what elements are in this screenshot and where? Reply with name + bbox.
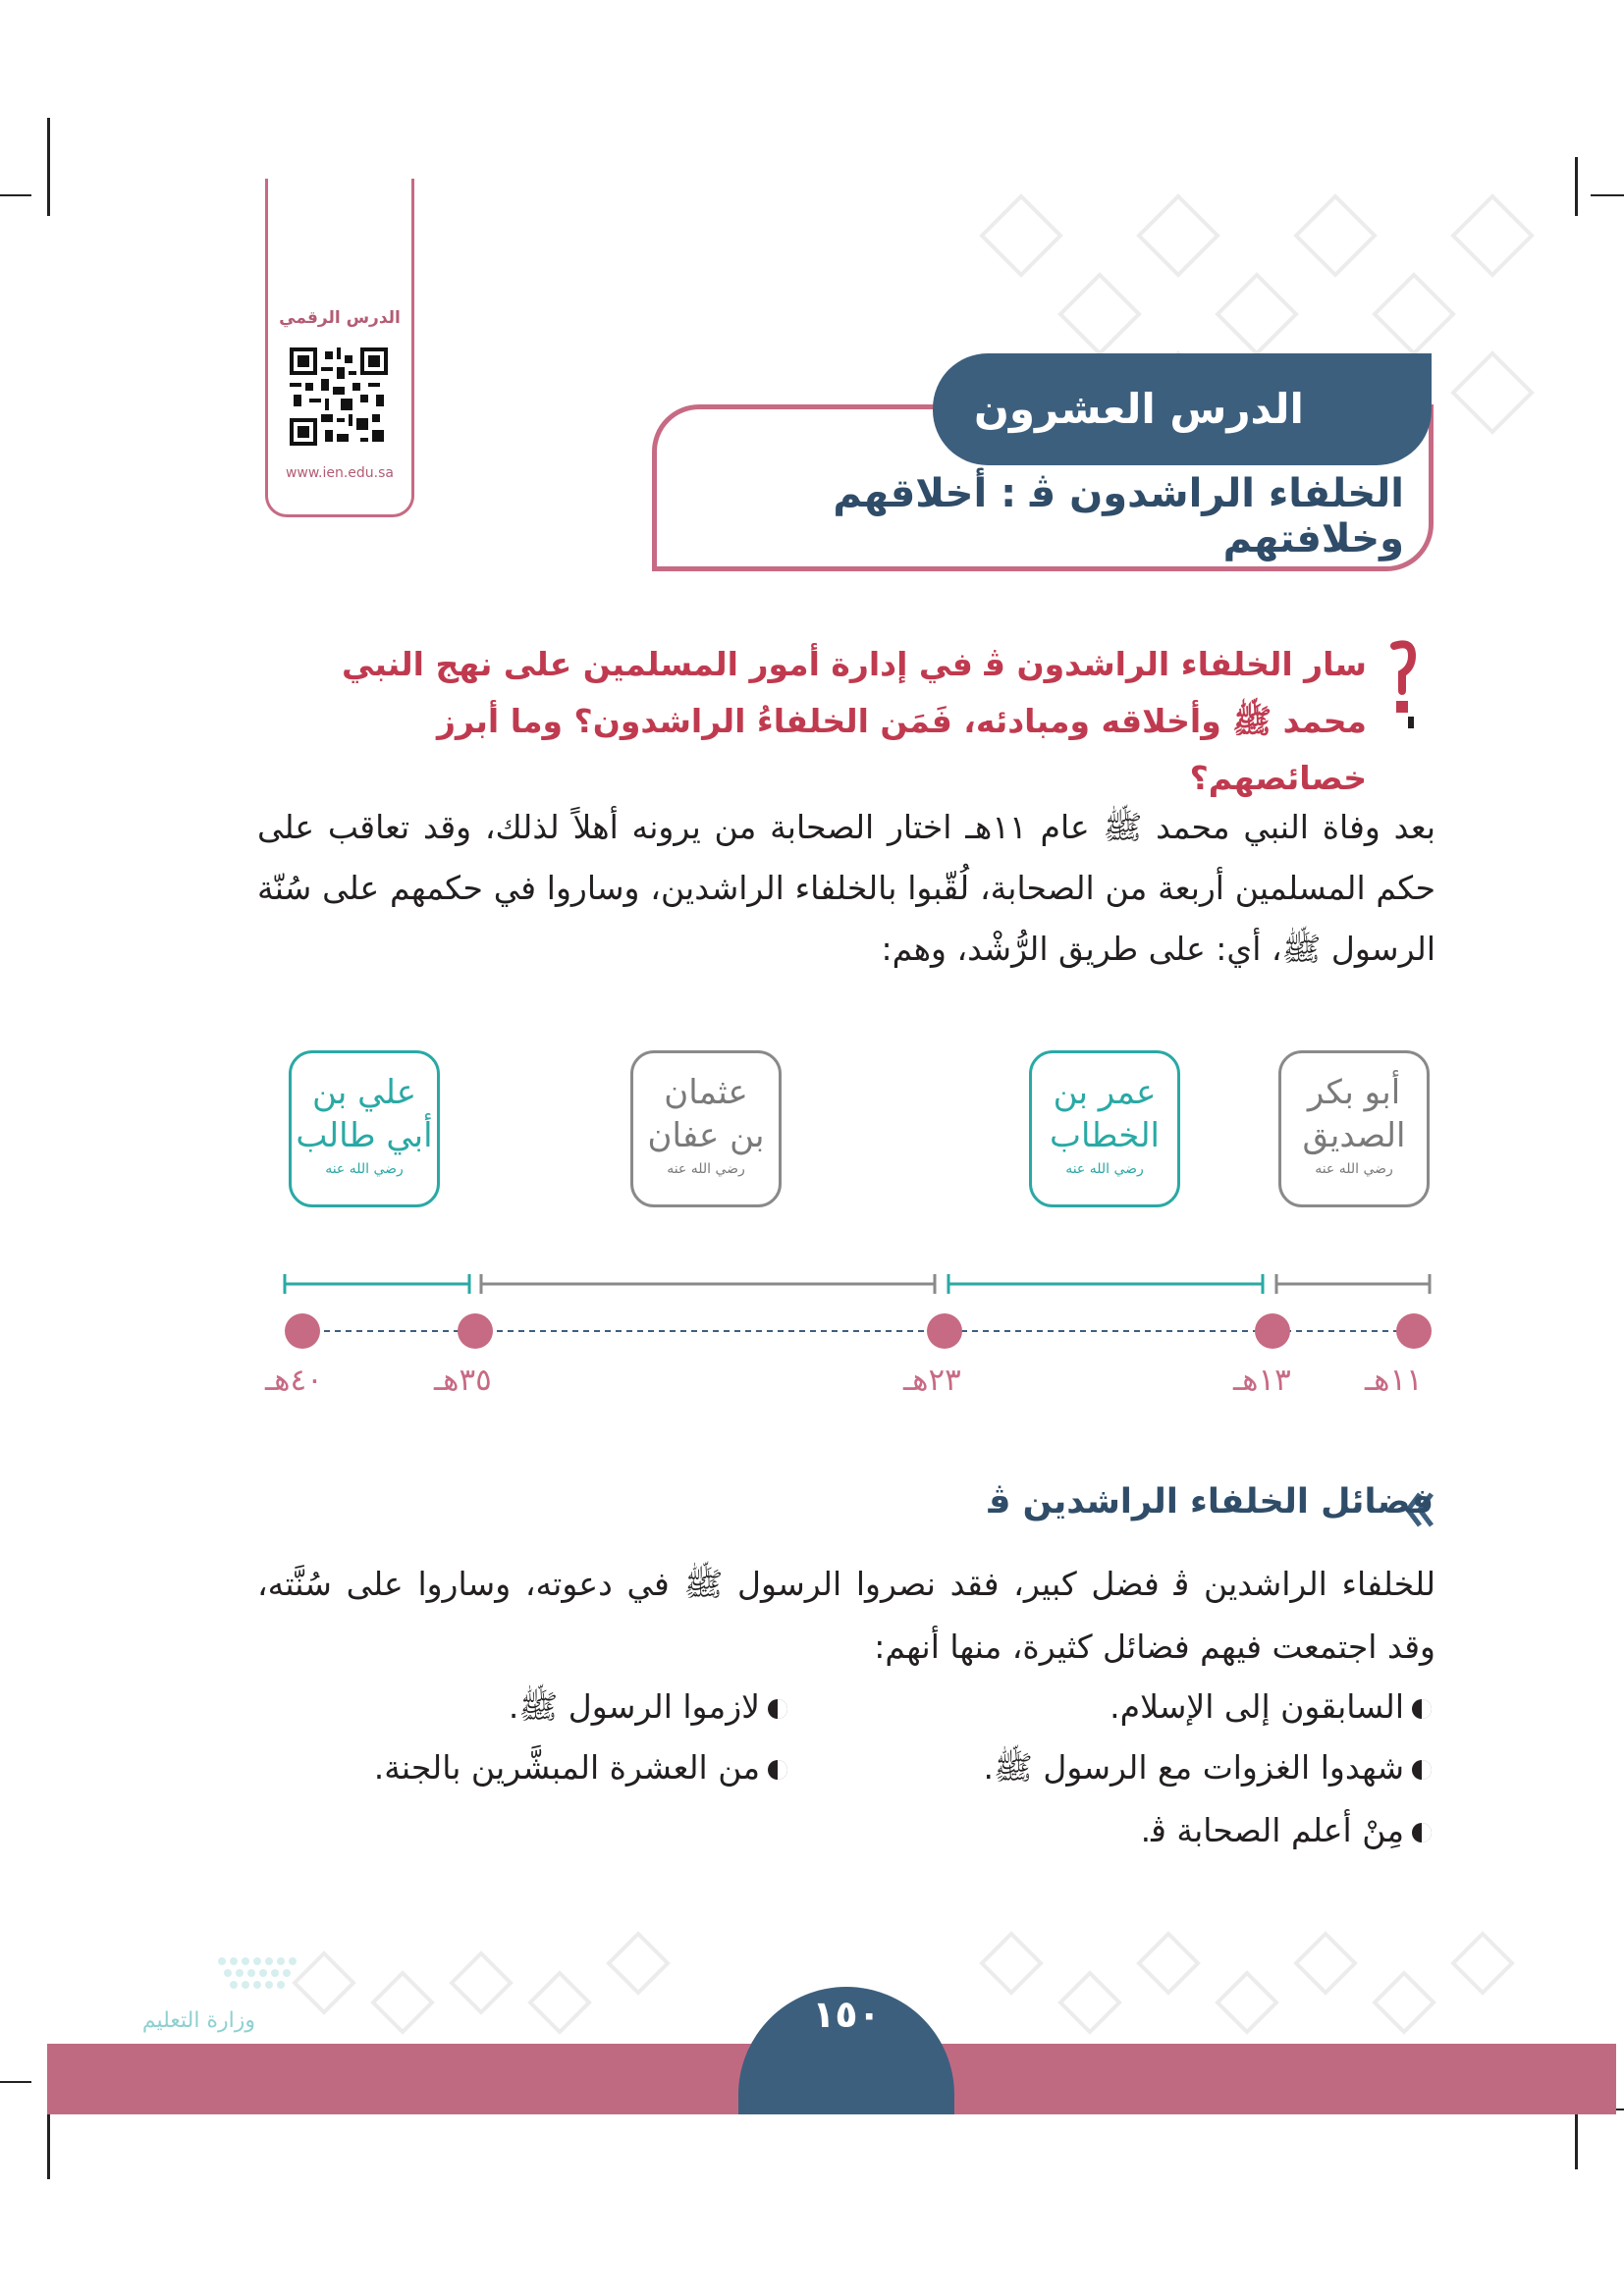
bullet-icon bbox=[768, 1699, 787, 1719]
virtue-item: السابقون إلى الإسلام. bbox=[882, 1682, 1432, 1732]
caliph-name: عثمان بن عفان bbox=[647, 1073, 765, 1155]
lesson-number: الدرس العشرون bbox=[974, 385, 1304, 433]
bullet-icon bbox=[1412, 1823, 1432, 1842]
year-label-35: ٣٥هـ bbox=[434, 1362, 492, 1398]
virtue-item: شهدوا الغزوات مع الرسول ﷺ. bbox=[882, 1743, 1432, 1792]
virtue-item: من العشرة المبشَّرين بالجنة. bbox=[277, 1743, 787, 1792]
timeline-axis bbox=[275, 1266, 1434, 1355]
year-marker-40 bbox=[285, 1313, 320, 1349]
qr-code[interactable] bbox=[290, 347, 388, 446]
honorific: رضي الله عنه bbox=[325, 1161, 404, 1177]
year-label-23: ٢٣هـ bbox=[903, 1362, 961, 1398]
lesson-question: سار الخلفاء الراشدون ﭬ في إدارة أمور المسلمين على نهج النبي محمد ﷺ وأخلاقه ومبادئه، فَمَن الخلفاءُ الراشدون؟ وما أبرز خصائصهم؟ bbox=[341, 645, 1367, 797]
bullet-icon bbox=[1412, 1699, 1432, 1719]
honorific: رضي الله عنه bbox=[1315, 1161, 1393, 1177]
virtues-intro: للخلفاء الراشدين ﭬ فضل كبير، فقد نصروا الرسول ﷺ في دعوته، وساروا على سُنَّته، وقد اجتمعت فيهم فضائل كثيرة، منها أنهم: bbox=[257, 1565, 1435, 1666]
digital-lesson-title: الدرس الرقمي bbox=[279, 308, 401, 328]
caliph-card-abu-bakr bbox=[1278, 1050, 1430, 1207]
caliph-name: عمر بن الخطاب bbox=[1049, 1073, 1160, 1155]
year-marker-23 bbox=[927, 1313, 962, 1349]
year-label-40: ٤٠هـ bbox=[265, 1362, 323, 1398]
intro-paragraph: بعد وفاة النبي محمد ﷺ عام ١١هـ اختار الصحابة من يرونه أهلاً لذلك، وقد تعاقب على حكم المسلمين أربعة من الصحابة، لُقّبوا بالخلفاء الراشدين، وساروا في حكمهم على سُنّة الرسول ﷺ، أي: على طريق الرُّشْد، وهم: bbox=[257, 808, 1436, 968]
year-marker-11 bbox=[1396, 1313, 1432, 1349]
virtue-item: لازموا الرسول ﷺ. bbox=[336, 1682, 787, 1732]
caliph-card-ali bbox=[289, 1050, 440, 1207]
year-marker-35 bbox=[458, 1313, 493, 1349]
virtue-item: مِنْ أعلم الصحابة ﭬ. bbox=[882, 1806, 1432, 1855]
lesson-title: الخلفاء الراشدون ﭬ : أخلاقهم وخلافتهم bbox=[833, 471, 1404, 561]
ministry-name: وزارة التعليم bbox=[141, 2008, 255, 2033]
year-label-13: ١٣هـ bbox=[1233, 1362, 1291, 1398]
caliph-card-uthman bbox=[630, 1050, 782, 1207]
page-number: ١٥٠ bbox=[812, 1993, 881, 2036]
caliph-name: علي بن أبي طالب bbox=[296, 1073, 433, 1155]
virtues-heading: فضائل الخلفاء الراشدين ﭬ bbox=[988, 1482, 1434, 1522]
honorific: رضي الله عنه bbox=[667, 1161, 745, 1177]
caliph-name: أبو بكر الصديق bbox=[1302, 1073, 1406, 1155]
honorific: رضي الله عنه bbox=[1065, 1161, 1144, 1177]
ministry-logo bbox=[65, 1942, 300, 2059]
year-marker-13 bbox=[1255, 1313, 1290, 1349]
digital-lesson-url[interactable]: www.ien.edu.sa bbox=[285, 465, 395, 481]
year-label-11: ١١هـ bbox=[1365, 1362, 1423, 1398]
bullet-icon bbox=[1412, 1760, 1432, 1780]
bullet-icon bbox=[768, 1760, 787, 1780]
question-mark-icon bbox=[1390, 632, 1416, 730]
caliph-card-umar bbox=[1029, 1050, 1180, 1207]
digital-lesson-panel bbox=[265, 179, 414, 517]
